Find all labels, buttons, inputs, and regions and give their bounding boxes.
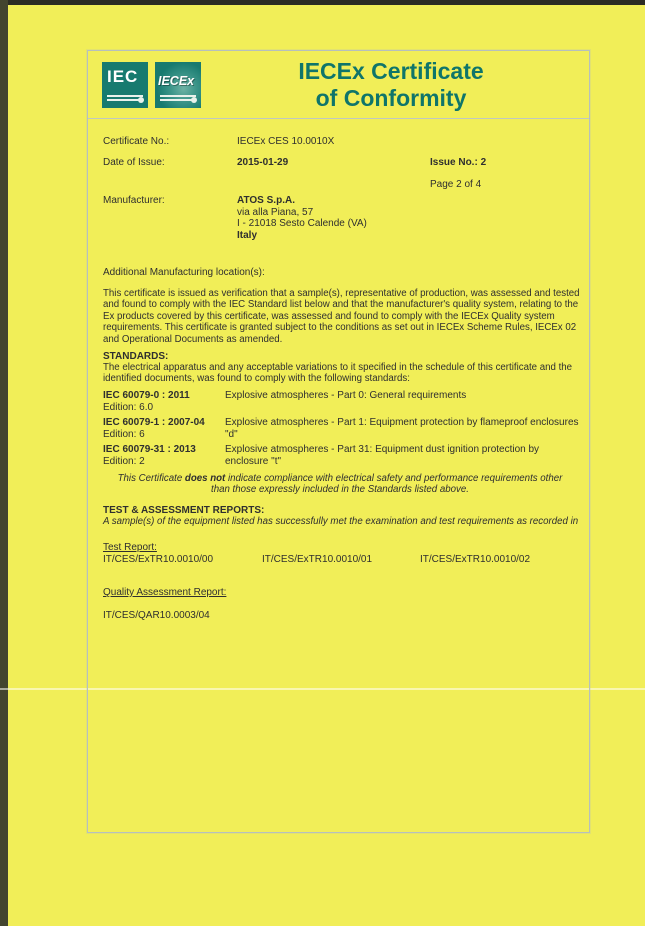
iecex-logo-text: IECEx [158, 73, 195, 88]
disclaimer-pre: This Certificate [117, 473, 185, 484]
scan-edge-left [0, 0, 8, 926]
date-of-issue-value: 2015-01-29 [237, 157, 289, 168]
test-report-values [88, 554, 589, 566]
verification-paragraph: This certificate is issued as verification that a sample(s), representative of production, was assessed and tested and found to comply with the IEC Standard list below and that the manufacturer's quality system, relating to the Ex products covered by this certificate, was assessed and found to comply with the IECEx Quality system requirements. This certificate is granted subject to the conditions as set out in IECEx Scheme Rules, IECEx 02 and Operational Documents as amended. [103, 288, 580, 345]
additional-locations-label: Additional Manufacturing location(s): [103, 267, 265, 278]
date-of-issue-label: Date of Issue: [103, 157, 165, 168]
date-of-issue-row [88, 157, 589, 169]
standard-description: Explosive atmospheres - Part 1: Equipment protection by flameproof enclosures "d" [225, 417, 579, 440]
disclaimer-post: indicate compliance with electrical safety and performance requirements other than those expressly included in the Standards listed above. [211, 473, 563, 496]
page-title [201, 58, 589, 112]
additional-locations-row [88, 267, 589, 279]
iecex-logo-icon [155, 62, 201, 108]
page-number: Page 2 of 4 [430, 179, 482, 190]
standards-row [103, 417, 580, 440]
page-title-line2: of Conformity [315, 84, 467, 111]
standard-edition: Edition: 2 [103, 455, 145, 467]
standard-code: IEC 60079-31 : 2013 [103, 444, 196, 455]
standard-description: Explosive atmospheres - Part 0: General requirements [225, 390, 467, 401]
test-report-value: IT/CES/ExTR10.0010/00 [103, 554, 214, 565]
standard-code-cell [103, 417, 225, 440]
iec-logo-text: IEC [107, 66, 139, 86]
standard-edition: Edition: 6.0 [103, 401, 154, 413]
certificate-no-row [88, 136, 589, 148]
standards-row [103, 444, 580, 467]
standards-intro: The electrical apparatus and any acceptable variations to it specified in the schedule of this certificate and the identified documents, was found to comply with the following standards: [103, 362, 573, 385]
test-report-value: IT/CES/ExTR10.0010/02 [420, 554, 531, 565]
disclaimer-bold: does not [184, 473, 226, 484]
standard-edition: Edition: 6 [103, 428, 145, 440]
standard-code: IEC 60079-0 : 2011 [103, 390, 190, 401]
manufacturer-name: ATOS S.p.A. [237, 195, 295, 206]
standards-table [103, 390, 580, 471]
page-title-line1: IECEx Certificate [298, 57, 484, 84]
standard-description: Explosive atmospheres - Part 31: Equipment dust ignition protection by enclosure "t" [225, 444, 540, 467]
scan-edge-top [0, 0, 645, 5]
disclaimer-note [116, 473, 564, 496]
manufacturer-address [237, 195, 367, 241]
test-report-value: IT/CES/ExTR10.0010/01 [262, 554, 373, 565]
test-report-label: Test Report: [103, 542, 157, 553]
manufacturer-label: Manufacturer: [103, 195, 165, 206]
issue-no: Issue No.: 2 [430, 157, 487, 168]
quality-report-label: Quality Assessment Report: [103, 587, 227, 598]
iecex-logo-bars [160, 93, 196, 101]
logo-group [102, 62, 201, 108]
manufacturer-country: Italy [237, 229, 258, 241]
manufacturer-city: I - 21018 Sesto Calende (VA) [237, 218, 367, 229]
standards-heading: STANDARDS: [103, 351, 169, 362]
standards-row [103, 390, 580, 413]
certificate-frame [87, 50, 590, 833]
page-number-row [88, 179, 589, 191]
certificate-no-label: Certificate No.: [103, 136, 170, 147]
standard-code-cell [103, 444, 225, 467]
manufacturer-row [88, 195, 589, 245]
certificate-no-value: IECEx CES 10.0010X [237, 136, 335, 147]
certificate-header [88, 51, 589, 119]
iec-logo-bars [107, 93, 143, 101]
manufacturer-street: via alla Piana, 57 [237, 206, 314, 218]
test-reports-intro: A sample(s) of the equipment listed has successfully met the examination and test requirements as recorded in [103, 516, 579, 527]
standard-code-cell [103, 390, 225, 413]
quality-report-value: IT/CES/QAR10.0003/04 [103, 610, 210, 621]
standard-code: IEC 60079-1 : 2007-04 [103, 417, 205, 428]
iec-logo-icon [102, 62, 148, 108]
test-reports-heading: TEST & ASSESSMENT REPORTS: [103, 505, 265, 516]
